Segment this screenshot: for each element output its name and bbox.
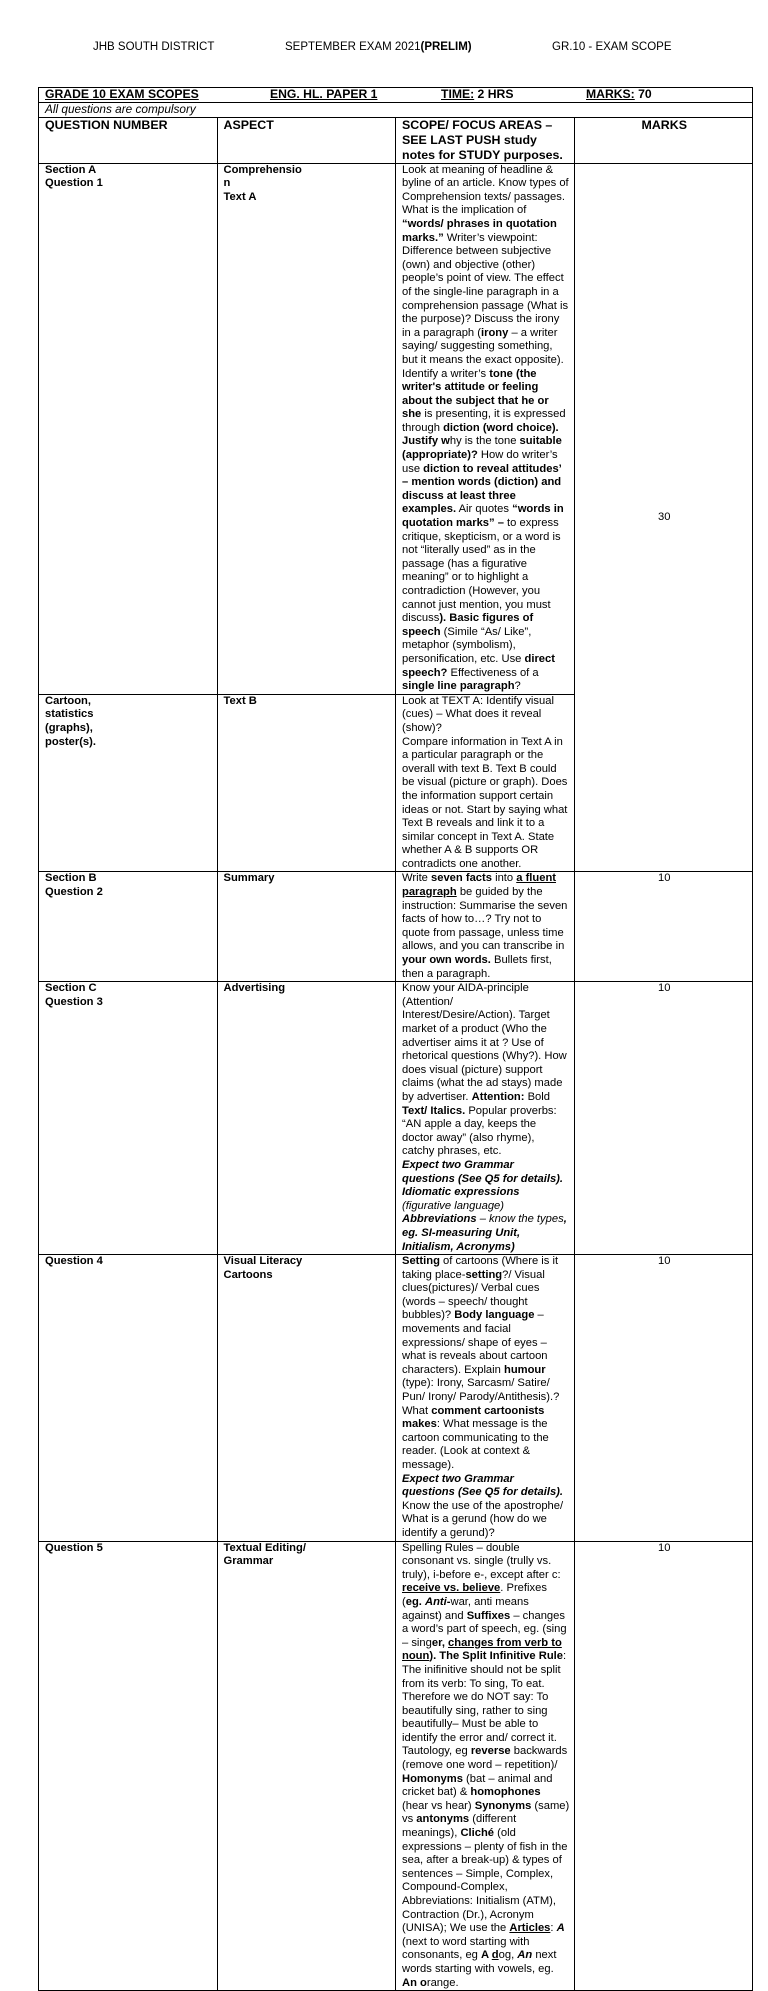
marks-cell: 10 — [574, 1541, 753, 1991]
exam-scope-table — [38, 87, 753, 1991]
header-exam-name: SEPTEMBER EXAM 2021 — [285, 41, 421, 53]
marks-cell: 10 — [574, 982, 753, 1255]
column-header-row — [39, 117, 753, 163]
header-scope: GR.10 - EXAM SCOPE — [552, 41, 672, 53]
col-scope-header: SCOPE/ FOCUS AREAS – SEE LAST PUSH study notes for STUDY purposes. — [396, 117, 575, 163]
scope-cell: Look at TEXT A: Identify visual (cues) – What does it reveal (show)? Compare information in Text A in a particular paragraph or the overall with text B. Text B could be visual (picture or graph). Does the information support certain ideas or not. Start by saying what Text B reveals and link it to a similar concept in Text A. State whether A & B supports OR contradicts one another. — [396, 694, 575, 872]
scope-cell: Setting of cartoons (Where is it taking place-setting?/ Visual clues(pictures)/ Verbal cues (words – speech/ thought bubbles)? Body language – movements and facial expressions/ shape of eyes – what is reveals about cartoon characters). Explain humour (type): Irony, Sarcasm/ Satire/ Pun/ Irony/ Parody/Antithesis).? What comment cartoonists makes: What message is the cartoon communicating to the reader. (Look at context & message). Expect two Grammar questions (See Q5 for details). Know the use of the apostrophe/ What is a gerund (how do we identify a gerund)? — [396, 1255, 575, 1541]
table-row — [39, 1541, 753, 1991]
table-row — [39, 1255, 753, 1541]
question-cell: Question 5 — [39, 1541, 218, 1991]
question-cell: Section B Question 2 — [39, 872, 218, 982]
time-label: TIME: — [441, 87, 475, 101]
aspect-cell: Comprehensio n Text A — [217, 163, 396, 694]
header-district: JHB SOUTH DISTRICT — [93, 41, 215, 53]
col-aspect-header: ASPECT — [217, 117, 396, 163]
table-row — [39, 163, 753, 694]
table-row — [39, 982, 753, 1255]
scope-cell: Know your AIDA-principle (Attention/ Interest/Desire/Action). Target market of a product (Who the advertiser aims it at ? Use of rhetorical questions (Why?). How does visual (picture) support claims (what the ad stays) made by advertiser. Attention: Bold Text/ Italics. Popular proverbs: “AN apple a day, keeps the doctor away” (also rhyme), catchy phrases, etc. Expect two Grammar questions (See Q5 for details). Idiomatic expressions (figurative language) Abbreviations – know the types, eg. SI-measuring Unit, Initialism, Acronyms) — [396, 982, 575, 1255]
scope-cell: Look at meaning of headline & byline of an article. Know types of Comprehension texts/ passages. What is the implication of “words/ phrases in quotation marks.” Writer’s viewpoint: Difference between subjective (own) and objective (other) people’s point of view. The effect of the single-line paragraph in a comprehension passage (What is the purpose)? Discuss the irony in a paragraph (irony – a writer saying/ suggesting something, but it means the exact opposite). Identify a writer’s tone (the writer's attitude or feeling about the subject that he or she is presenting, it is expressed through diction (word choice). Justify why is the tone suitable (appropriate)? How do writer’s use diction to reveal attitudes’ – mention words (diction) and discuss at least three examples. Air quotes “words in quotation marks” – to express critique, skepticism, or a word is not “literally used” as in the passage (has a figurative meaning” or to highlight a contradiction (However, you cannot just mention, you must discuss). Basic figures of speech (Simile “As/ Like”, metaphor (symbolism), personification, etc. Use direct speech? Effectiveness of a single line paragraph? — [396, 163, 575, 694]
question-cell: Section A Question 1 — [39, 163, 218, 694]
table-title-row — [39, 88, 753, 103]
aspect-cell: Summary — [217, 872, 396, 982]
paper-label: ENG. HL. PAPER 1 — [270, 87, 378, 101]
header-exam — [285, 41, 472, 53]
aspect-cell: Advertising — [217, 982, 396, 1255]
marks-info — [586, 88, 652, 102]
question-cell: Section C Question 3 — [39, 982, 218, 1255]
scope-cell: Spelling Rules – double consonant vs. single (trully vs. truly), i-before e-, except after c: receive vs. believe. Prefixes (eg. Anti-war, anti means against) and Suffixes – changes a word’s part of speech, eg. (sing – singer, changes from verb to noun). The Split Infinitive Rule: The inifinitive should not be split from its verb: To sing, To eat. Therefore we do NOT say: To beautifully sing, rather to sing beautifully– Must be able to identify the error and/ correct it. Tautology, eg reverse backwards (remove one word – repetition)/ Homonyms (bat – animal and cricket bat) & homophones (hear vs hear) Synonyms (same) vs antonyms (different meanings), Cliché (old expressions – plenty of fish in the sea, after a break-up) & types of sentences – Simple, Complex, Compound-Complex, Abbreviations: Initialism (ATM), Contraction (Dr.), Acronym (UNISA); We use the Articles: A (next to word starting with consonants, eg A dog, An next words starting with vowels, eg. An orange. — [396, 1541, 575, 1991]
header-exam-prelim: (PRELIM) — [420, 41, 472, 53]
note-row — [39, 103, 753, 118]
marks-cell: 30 — [574, 163, 753, 872]
time-info — [441, 88, 513, 102]
aspect-cell: Textual Editing/ Grammar — [217, 1541, 396, 1991]
time-value: 2 HRS — [474, 87, 514, 101]
table-row — [39, 872, 753, 982]
marks-cell: 10 — [574, 1255, 753, 1541]
aspect-cell: Visual Literacy Cartoons — [217, 1255, 396, 1541]
compulsory-note: All questions are compulsory — [39, 103, 753, 118]
question-cell: Question 4 — [39, 1255, 218, 1541]
aspect-cell: Text B — [217, 694, 396, 872]
col-question-header: QUESTION NUMBER — [39, 117, 218, 163]
marks-value: 70 — [634, 87, 652, 101]
col-marks-header: MARKS — [574, 117, 753, 163]
table-title: GRADE 10 EXAM SCOPES — [45, 87, 199, 101]
marks-cell: 10 — [574, 872, 753, 982]
scope-cell: Write seven facts into a fluent paragraph be guided by the instruction: Summarise the seven facts of how to…? Try not to quote from passage, unless time allows, and you can transcribe in your own words. Bullets first, then a paragraph. — [396, 872, 575, 982]
marks-label: MARKS: — [586, 87, 635, 101]
question-cell: Cartoon, statistics (graphs), poster(s). — [39, 694, 218, 872]
